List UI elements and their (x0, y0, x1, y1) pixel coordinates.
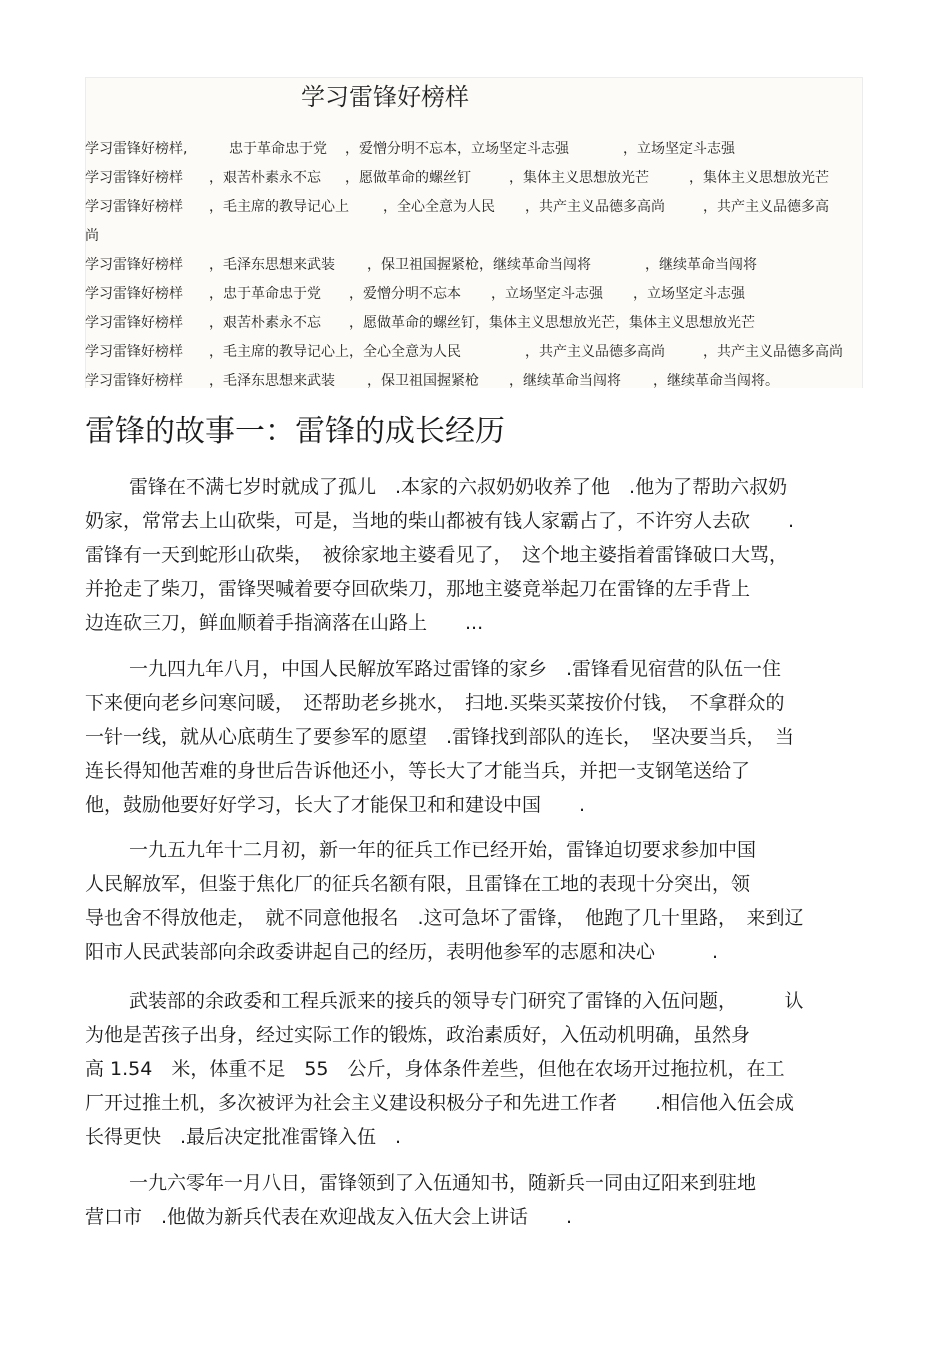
poem-segment: ，继续革命当闯将 (645, 257, 757, 273)
poem-segment: ，继续革命当闯将 (509, 373, 621, 389)
poem-line (85, 280, 865, 309)
paragraph-line: 为他是苦孩子出身，经过实际工作的锻炼，政治素质好，入伍动机明确，虽然身 (85, 1024, 751, 1046)
poem-segment: 忠于革命忠于党 (229, 141, 327, 157)
paragraph-line: 他，鼓励他要好好学习，长大了才能保卫和和建设中国 . (85, 794, 586, 816)
poem-segment: ，立场坚定斗志强 (623, 141, 735, 157)
paragraph-line: 长得更快 .最后决定批准雷锋入伍 . (85, 1126, 402, 1148)
poem-line (85, 222, 865, 251)
poem-line (85, 135, 865, 164)
poem-segment: ，共产主义品德多高尚 (525, 199, 665, 215)
poem-line (85, 251, 865, 280)
poem-segment: ，集体主义思想放光芒 (689, 170, 829, 186)
poem-segment: ，全心全意为人民 (383, 199, 495, 215)
story-paragraph (85, 984, 865, 1154)
poem-segment: ，立场坚定斗志强 (491, 286, 603, 302)
paragraph-line: 营口市 .他做为新兵代表在欢迎战友入伍大会上讲话 . (85, 1206, 573, 1228)
story-paragraph (85, 470, 865, 640)
poem-line (85, 367, 865, 396)
poem-segment: ，毛主席的教导记心上 (209, 199, 349, 215)
poem-segment: 学习雷锋好榜样 (85, 170, 183, 186)
poem-segment: ，忠于革命忠于党 (209, 286, 321, 302)
paragraph-line: 一九六零年一月八日，雷锋领到了入伍通知书，随新兵一同由辽阳来到驻地 (129, 1172, 757, 1194)
poem-segment: ，继续革命当闯将。 (653, 373, 779, 389)
poem-segment: ，共产主义品德多高 (703, 199, 829, 215)
poem-segment: 学习雷锋好榜样 (85, 373, 183, 389)
poem-segment: ，立场坚定斗志强 (633, 286, 745, 302)
poem-segment: ，毛泽东思想来武装 (209, 257, 335, 273)
paragraph-line: 阳市人民武装部向余政委讲起自己的经历，表明他参军的志愿和决心 . (85, 941, 719, 963)
paragraph-line: 边连砍三刀，鲜血顺着手指滴落在山路上 ... (85, 612, 484, 634)
poem-segment: ，艰苦朴素永不忘 (209, 170, 321, 186)
poem-title: 学习雷锋好榜样 (301, 83, 469, 111)
poem-segment: ，共产主义品德多高尚 (525, 344, 665, 360)
paragraph-line: 一九四九年八月，中国人民解放军路过雷锋的家乡 .雷锋看见宿营的队伍一住 (129, 658, 782, 680)
poem-segment: ，毛主席的教导记心上，全心全意为人民 (209, 344, 461, 360)
paragraph-line: 高 1.54 米，体重不足 55 公斤，身体条件差些，但他在农场开过拖拉机，在工 (85, 1058, 785, 1080)
poem-segment: ，爱憎分明不忘本，立场坚定斗志强 (345, 141, 569, 157)
poem-segment: ，保卫祖国握紧枪，继续革命当闯将 (367, 257, 591, 273)
poem-line (85, 309, 865, 338)
story-heading: 雷锋的故事一：雷锋的成长经历 (85, 414, 505, 449)
poem-segment: 学习雷锋好榜样 (85, 199, 183, 215)
paragraph-line: 一针一线，就从心底萌生了要参军的愿望 .雷锋找到部队的连长， 坚决要当兵， 当 (85, 726, 795, 748)
poem-lines (85, 135, 865, 396)
paragraph-line: 雷锋有一天到蛇形山砍柴， 被徐家地主婆看见了， 这个地主婆指着雷锋破口大骂， (85, 544, 789, 566)
poem-segment: ，共产主义品德多高尚 (703, 344, 843, 360)
poem-segment: 学习雷锋好榜样 (85, 344, 183, 360)
paragraph-line: 并抢走了柴刀，雷锋哭喊着要夺回砍柴刀，那地主婆竟举起刀在雷锋的左手背上 (85, 578, 751, 600)
poem-line (85, 338, 865, 367)
story-paragraph (85, 833, 865, 969)
paragraph-line: 连长得知他苦难的身世后告诉他还小，等长大了才能当兵，并把一支钢笔送给了 (85, 760, 751, 782)
poem-segment: ，集体主义思想放光芒 (509, 170, 649, 186)
paragraph-line: 奶家，常常去上山砍柴，可是，当地的柴山都被有钱人家霸占了，不许穷人去砍 . (85, 510, 795, 532)
paragraph-line: 一九五九年十二月初，新一年的征兵工作已经开始，雷锋迫切要求参加中国 (129, 839, 757, 861)
poem-segment: ，保卫祖国握紧枪 (367, 373, 479, 389)
poem-segment: ，爱憎分明不忘本 (349, 286, 461, 302)
story-paragraph (85, 1166, 865, 1234)
paragraph-line: 武装部的余政委和工程兵派来的接兵的领导专门研究了雷锋的入伍问题， 认 (129, 990, 804, 1012)
poem-line (85, 193, 865, 222)
poem-segment: 尚 (85, 228, 99, 244)
paragraph-line: 厂开过推土机，多次被评为社会主义建设积极分子和先进工作者 .相信他入伍会成 (85, 1092, 795, 1114)
paragraph-line: 雷锋在不满七岁时就成了孤儿 .本家的六叔奶奶收养了他 .他为了帮助六叔奶 (129, 476, 788, 498)
poem-segment: 学习雷锋好榜样 (85, 286, 183, 302)
paragraph-line: 导也舍不得放他走， 就不同意他报名 .这可急坏了雷锋， 他跑了几十里路， 来到辽 (85, 907, 804, 929)
poem-segment: 学习雷锋好榜样, (85, 141, 188, 157)
poem-segment: 学习雷锋好榜样 (85, 315, 183, 331)
poem-segment: ，毛泽东思想来武装 (209, 373, 335, 389)
story-paragraph (85, 652, 865, 822)
poem-segment: ，愿做革命的螺丝钉 (345, 170, 471, 186)
paragraph-line: 下来便向老乡问寒问暖， 还帮助老乡挑水， 扫地.买柴买菜按价付钱， 不拿群众的 (85, 692, 785, 714)
poem-segment: ，愿做革命的螺丝钉，集体主义思想放光芒，集体主义思想放光芒 (349, 315, 755, 331)
poem-segment: 学习雷锋好榜样 (85, 257, 183, 273)
paragraph-line: 人民解放军，但鉴于焦化厂的征兵名额有限，且雷锋在工地的表现十分突出，领 (85, 873, 751, 895)
poem-line (85, 164, 865, 193)
poem-segment: ，艰苦朴素永不忘 (209, 315, 321, 331)
